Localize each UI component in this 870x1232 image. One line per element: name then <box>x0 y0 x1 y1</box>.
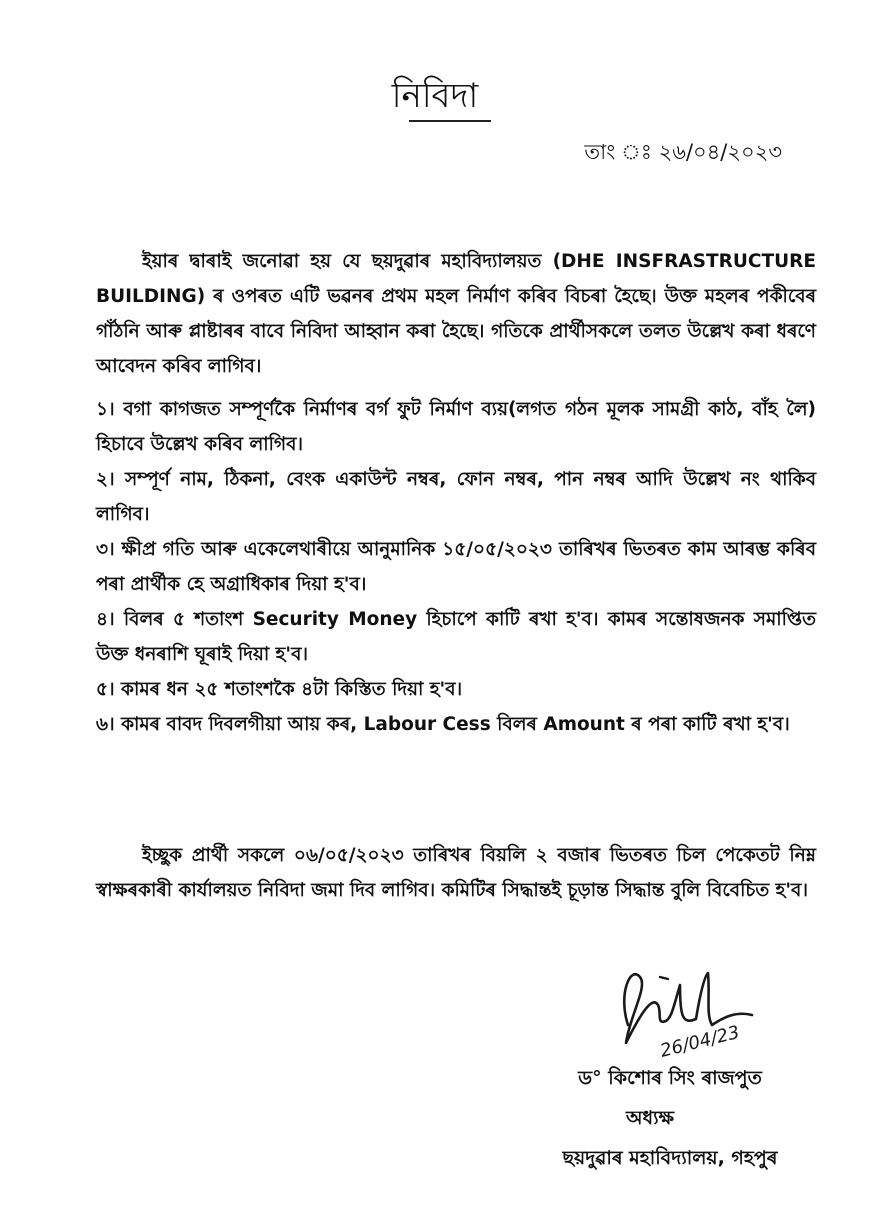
signatory-role: অধ্যক্ষ <box>625 1107 674 1129</box>
handwritten-signature <box>600 955 780 1065</box>
condition-item-1: ১। বগা কাগজত সম্পূৰ্ণকৈ নিৰ্মাণৰ বৰ্গ ফুট নিৰ্মাণ ব্যয়(লগত গঠন মূলক সামগ্ৰী কাঠ, বাঁহ লৈ) হিচাবে উল্লেখ কৰিব লাগিব। <box>96 399 816 455</box>
condition-item-3: ৩। ক্ষীপ্ৰ গতি আৰু একেলেথাৰীয়ে আনুমানিক ১৫/০৫/২০২৩ তাৰিখৰ ভিতৰত কাম আৰম্ভ কৰিব পৰা প্ৰাৰ্থীক হে অগ্ৰাধিকাৰ দিয়া হ'ব। <box>96 539 816 595</box>
signature-date: 26/04/23 <box>658 1021 742 1062</box>
condition-item-2: ২। সম্পূৰ্ণ নাম, ঠিকনা, বেংক একাউন্ট নম্বৰ, ফোন নম্বৰ, পান নম্বৰ আদি উল্লেখ নং থাকিব লাগিব। <box>96 469 816 525</box>
title-underline <box>409 120 491 122</box>
signatory-organization: ছয়দুৱাৰ মহাবিদ্যালয়, গহপুৰ <box>562 1147 778 1169</box>
notice-title: নিবিদা <box>391 76 479 116</box>
closing-paragraph: ইচ্ছুক প্ৰাৰ্থী সকলে ০৬/০৫/২০২৩ তাৰিখৰ বিয়লি ২ বজাৰ ভিতৰত চিল পেকেতট নিম্ন স্বাক্ষৰকাৰী কাৰ্যালয়ত নিবিদা জমা দিব লাগিব। কমিটিৰ সিদ্ধান্তই চূড়ান্ত সিদ্ধান্ত বুলি বিবেচিত হ'ব। <box>96 845 816 901</box>
condition-item-4: ৪। বিলৰ ৫ শতাংশ Security Money হিচাপে কাটি ৰখা হ'ব। কামৰ সন্তোষজনক সমাপ্তিত উক্ত ধনৰাশি ঘূৰাই দিয়া হ'ব। <box>96 609 816 665</box>
condition-item-6: ৬। কামৰ বাবদ দিবলগীয়া আয় কৰ, Labour Cess বিলৰ Amount ৰ পৰা কাটি ৰখা হ'ব। <box>96 714 790 735</box>
notice-date: তাং ঃ ২৬/০৪/২০২৩ <box>584 140 782 164</box>
intro-paragraph: ইয়াৰ দ্বাৰাই জনোৱা হয় যে ছয়দুৱাৰ মহাবিদ্যালয়ত (DHE INSFRASTRUCTURE BUILDING) ৰ ওপৰত এটি ভৱনৰ প্ৰথম মহল নিৰ্মাণ কৰিব বিচৰা হৈছে। উক্ত মহলৰ পকীবেৰ গাঁঠনি আৰু প্লাষ্টাৰৰ বাবে নিবিদা আহ্বান কৰা হৈছে। গতিকে প্ৰাৰ্থীসকলে তলত উল্লেখ কৰা ধৰণে আবেদন কৰিব লাগিব। <box>96 251 816 377</box>
signatory-name: ড° কিশোৰ সিং ৰাজপুত <box>578 1067 762 1089</box>
conditions-list <box>96 392 816 742</box>
condition-item-5: ৫। কামৰ ধন ২৫ শতাংশকৈ ৪টা কিস্তিত দিয়া হ'ব। <box>96 679 463 700</box>
